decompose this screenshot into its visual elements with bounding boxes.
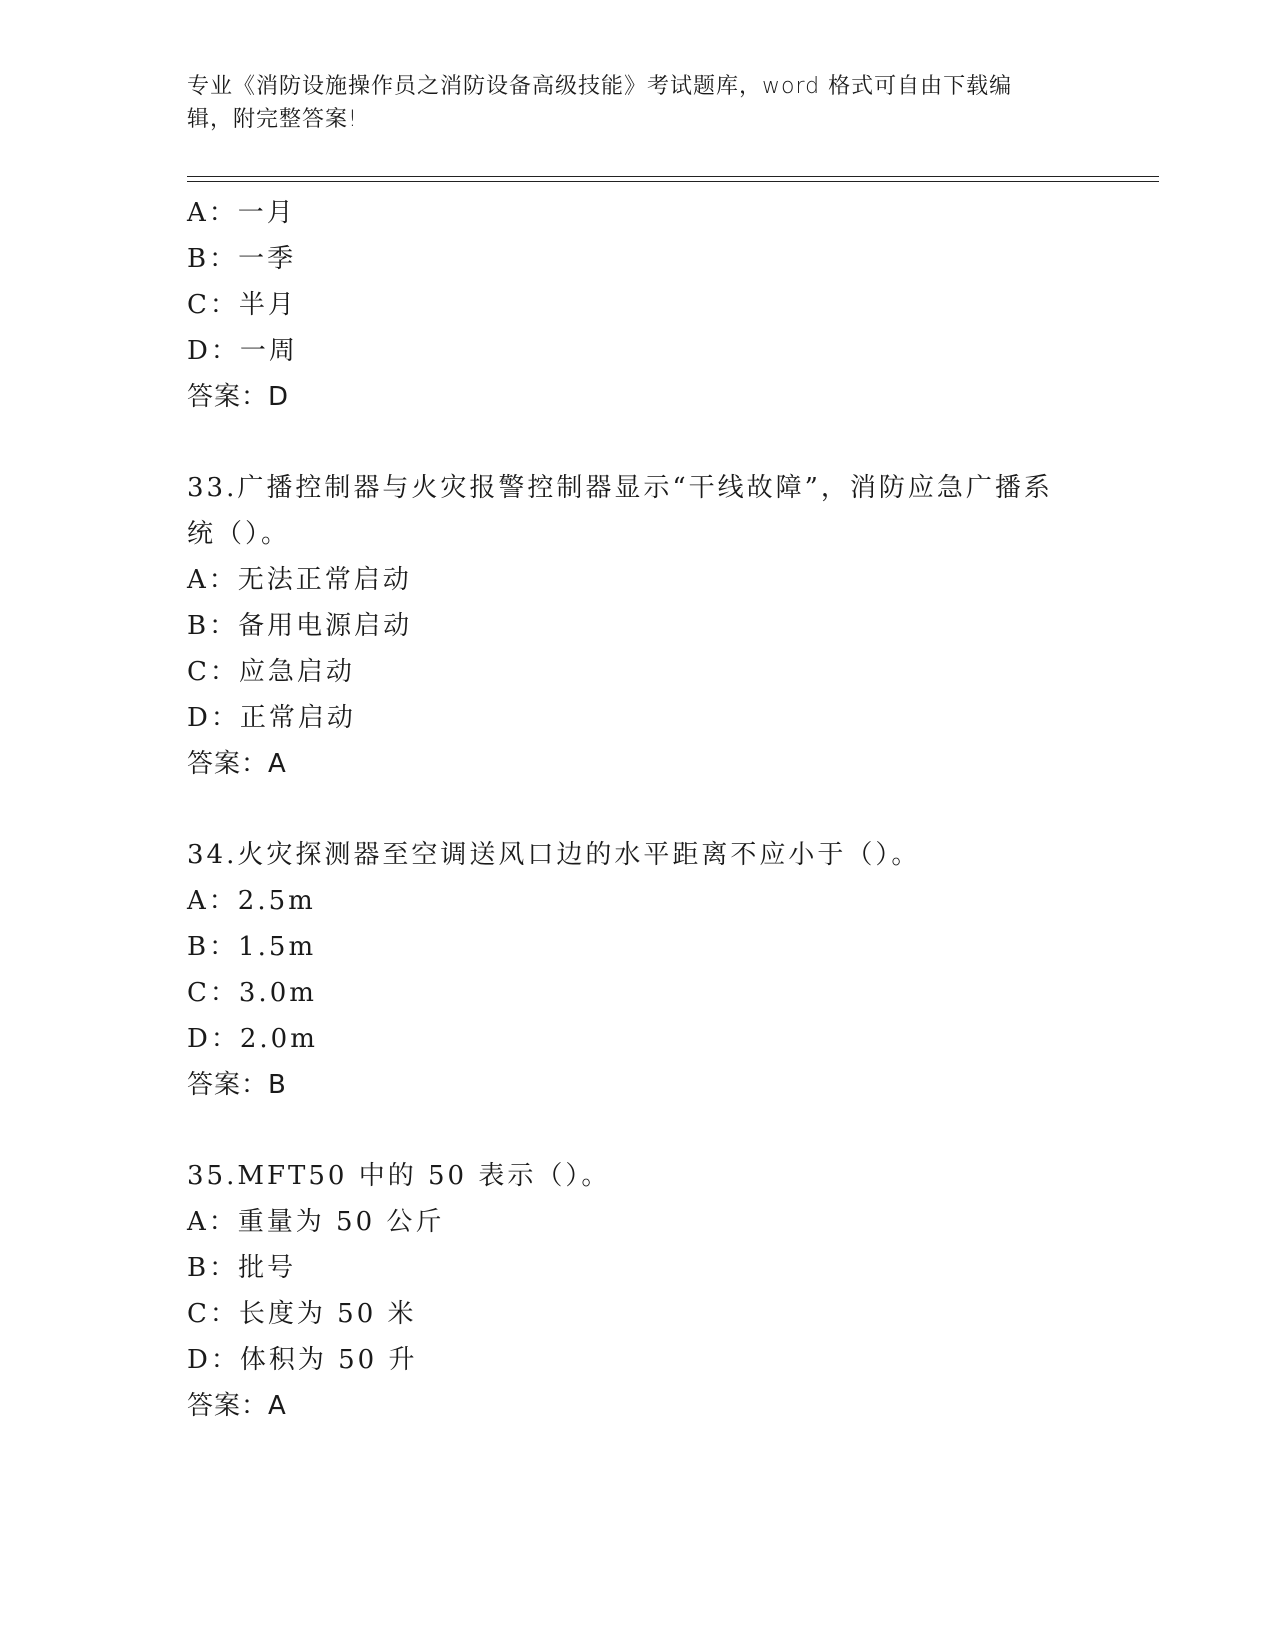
option-a: A：重量为 50 公斤 [187,1207,445,1237]
option-b: B：批号 [187,1253,297,1283]
question-text-line-1: 33.广播控制器与火灾报警控制器显示“干线故障”，消防应急广播系 [187,473,1053,503]
question-text-line-2: 统（）。 [187,519,291,549]
header-divider-top [187,176,1159,177]
answer-label: 答案：D [187,382,290,412]
option-c: C：长度为 50 米 [187,1299,417,1329]
answer-label: 答案：A [187,1391,287,1421]
option-d: D：一周 [187,336,298,366]
option-d: D：正常启动 [187,703,356,733]
option-a: A：一月 [187,198,296,228]
answer-label: 答案：A [187,749,287,779]
question-33 [187,465,1147,787]
option-a: A：无法正常启动 [187,565,412,595]
question-list [187,190,1147,1429]
option-c: C：3.0m [187,978,317,1008]
header-line-1: 专业《消防设施操作员之消防设备高级技能》考试题库，word 格式可自由下载编 [187,74,1013,99]
answer-label: 答案：B [187,1070,287,1100]
header-divider-bottom [187,181,1159,182]
question-35 [187,1153,1147,1429]
question-32 [187,190,1147,420]
question-text-line-1: 35.MFT50 中的 50 表示（）。 [187,1161,611,1191]
option-d: D：2.0m [187,1024,318,1054]
document-header [187,70,1077,136]
option-b: B：一季 [187,244,297,274]
option-c: C：应急启动 [187,657,355,687]
option-b: B：备用电源启动 [187,611,413,641]
option-a: A：2.5m [187,886,316,916]
option-b: B：1.5m [187,932,317,962]
header-line-2: 辑，附完整答案! [187,107,358,132]
question-34 [187,832,1147,1108]
question-text-line-1: 34.火灾探测器至空调送风口边的水平距离不应小于（）。 [187,840,921,870]
option-d: D：体积为 50 升 [187,1345,418,1375]
option-c: C：半月 [187,290,297,320]
